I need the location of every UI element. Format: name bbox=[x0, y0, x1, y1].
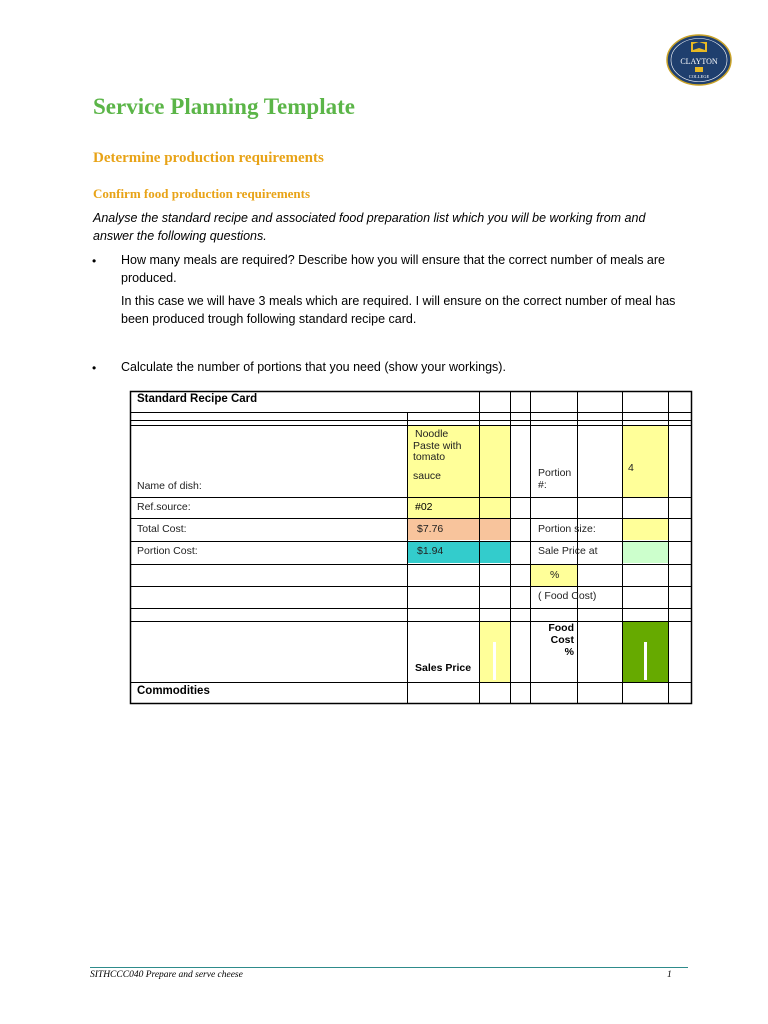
intro-text: Analyse the standard recipe and associated food preparation list which you will be working from and answer the following questions. bbox=[93, 211, 646, 243]
portion-cost-value: $1.94 bbox=[417, 545, 444, 557]
portion-label-1: Portion bbox=[538, 467, 572, 479]
bullet-marker: • bbox=[92, 254, 97, 268]
sale-price-label: Sale Price at bbox=[538, 545, 598, 557]
portion-size-fill bbox=[623, 518, 668, 540]
white-bar-1 bbox=[493, 642, 496, 680]
logo-bottom-text: COLLEGE bbox=[688, 74, 710, 79]
recipe-card-title: Standard Recipe Card bbox=[137, 393, 258, 405]
dish-name-line-4: sauce bbox=[413, 470, 442, 482]
food-cost-label-3: % bbox=[564, 646, 574, 658]
sales-price-label: Sales Price bbox=[415, 662, 472, 674]
bullet-marker: • bbox=[92, 361, 97, 375]
subsection-heading: Confirm food production requirements bbox=[93, 186, 311, 201]
food-cost-label-2: Cost bbox=[550, 634, 574, 646]
footer-divider bbox=[90, 967, 688, 968]
commodities-label: Commodities bbox=[137, 685, 210, 697]
answer-1: In this case we will have 3 meals which are required. I will ensure on the correct number of meal has been produced trough following standard recipe card. bbox=[121, 294, 676, 326]
name-of-dish-label: Name of dish: bbox=[137, 480, 202, 492]
question-2: Calculate the number of portions that you need (show your workings). bbox=[121, 360, 506, 374]
question-1: How many meals are required? Describe how you will ensure that the correct number of meals are produced. bbox=[121, 253, 665, 285]
portion-size-label: Portion size: bbox=[538, 523, 596, 535]
sale-price-fill bbox=[623, 542, 668, 563]
ref-source-label: Ref.source: bbox=[137, 501, 191, 513]
footer-unit-title: SITHCCC040 Prepare and serve cheese bbox=[90, 970, 243, 980]
dish-name-line-2: Paste with bbox=[413, 440, 462, 452]
food-cost-label-1: Food bbox=[548, 622, 574, 634]
total-cost-value: $7.76 bbox=[417, 523, 444, 535]
dish-name-fill-2 bbox=[480, 426, 510, 497]
portion-label-2: #: bbox=[538, 479, 547, 491]
portion-cost-label: Portion Cost: bbox=[137, 545, 198, 557]
white-bar-2 bbox=[644, 642, 647, 680]
dish-name-line-1: Noodle bbox=[415, 428, 449, 440]
clayton-college-logo bbox=[666, 34, 732, 86]
food-cost-paren-label: ( Food Cost) bbox=[538, 590, 597, 602]
page-title: Service Planning Template bbox=[93, 94, 355, 119]
logo-top-text: CLAYTON bbox=[680, 57, 718, 66]
section-heading: Determine production requirements bbox=[93, 150, 324, 166]
portion-value: 4 bbox=[628, 462, 634, 474]
ref-source-value: #02 bbox=[415, 501, 433, 513]
dish-name-line-3: tomato bbox=[413, 451, 446, 463]
page-number: 1 bbox=[667, 970, 672, 980]
percent-label: % bbox=[550, 569, 560, 581]
total-cost-label: Total Cost: bbox=[137, 523, 187, 535]
